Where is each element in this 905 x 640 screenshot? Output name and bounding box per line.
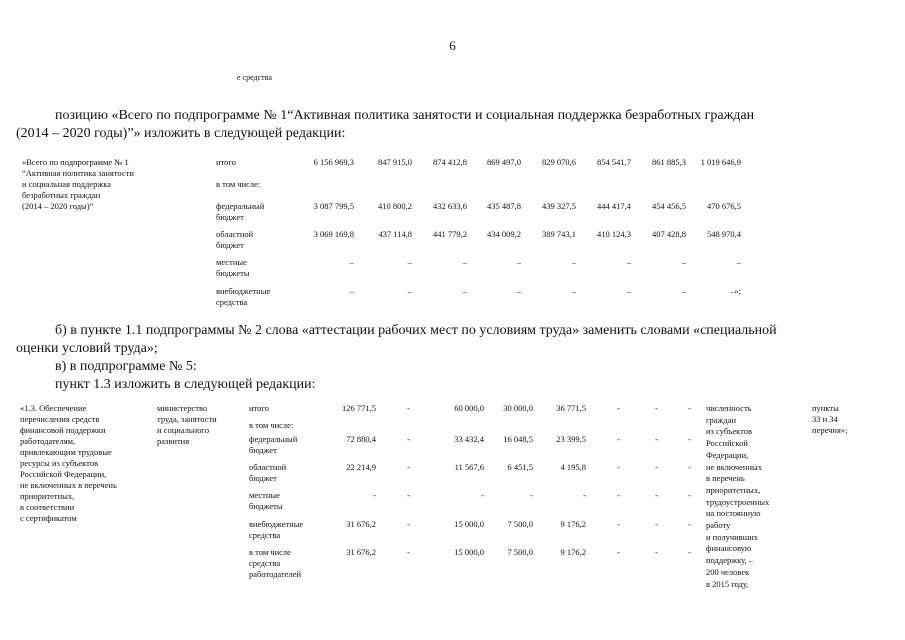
indicator-line: не включенных (706, 461, 762, 472)
label-line: средства (216, 297, 248, 307)
table-2-value-cell: 6 451,5 (507, 462, 533, 472)
table-1-value-cell: 439 327,5 (542, 201, 576, 211)
table-1-row-label (216, 157, 236, 168)
table-1-value-cell: 829 070,6 (542, 157, 576, 167)
table-2-value-cell: - (688, 462, 691, 472)
table-1-value-cell: – (681, 257, 686, 267)
indicator-line: из субъектов (706, 426, 752, 437)
table-2-value-cell: - (655, 434, 658, 444)
table-2-value-cell: - (617, 462, 620, 472)
label-line: работодателей (249, 569, 302, 579)
target-indicator (706, 403, 769, 590)
table-2-value-cell: - (688, 403, 691, 413)
paragraph-4: пункт 1.3 изложить в следующей редакции: (55, 377, 316, 392)
table-1-value-cell: – (571, 286, 576, 296)
table-2-value-cell: - (407, 490, 410, 500)
table-1-value-cell: – (407, 257, 412, 267)
table-2-value-cell: - (688, 519, 691, 529)
table-1-value-cell: 3 069 169,8 (313, 229, 354, 239)
indicator-line: работу (706, 520, 731, 531)
table-1-value-cell: 6 156 969,3 (313, 157, 354, 167)
table-2-value-cell: - (688, 434, 691, 444)
table-2-value-cell: 23 399,5 (556, 434, 586, 444)
indicator-line: и получивших (706, 531, 759, 542)
table-1-value-cell: 869 497,0 (487, 157, 521, 167)
table-1-value-cell: – (571, 257, 576, 267)
table-1-value-cell: 3 087 799,5 (313, 201, 354, 211)
table-1-value-cell: 454 456,5 (652, 201, 686, 211)
title-line: “Активная политика занятости (22, 168, 134, 178)
table-2-value-cell: - (655, 547, 658, 557)
table-1-row-label (216, 257, 250, 279)
table-1-row-label (216, 179, 260, 190)
measure-line: привлекающим трудовые (20, 447, 112, 457)
table-1-value-cell: – (626, 286, 631, 296)
indicator-line: численность (706, 403, 752, 413)
table-1-value-cell: 444 417,4 (597, 201, 631, 211)
indicator-line: поддержку, – (706, 555, 754, 566)
title-line: и социальная поддержка (22, 179, 111, 189)
label-line: внебюджетные (216, 286, 271, 296)
table-2-value-cell: - (407, 519, 410, 529)
table-1-value-cell: – (349, 286, 354, 296)
table-1-value-cell: 434 009,2 (487, 229, 521, 239)
table-1-value-cell: – (462, 286, 467, 296)
table-2-value-cell: 22 214,9 (346, 462, 376, 472)
table-1-value-cell: – (626, 257, 631, 267)
table-2-value-cell: - (407, 547, 410, 557)
table-2-value-cell: 36 771,5 (556, 403, 586, 413)
table-2-value-cell: - (617, 434, 620, 444)
table-1-value-cell: 407 428,8 (652, 229, 686, 239)
measure-line: приоритетных, (20, 491, 75, 501)
table-2-value-cell: 9 176,2 (560, 519, 586, 529)
table-1-value-cell: 861 885,3 (652, 157, 686, 167)
table-1-value-cell: 410 124,3 (597, 229, 631, 239)
table-2-value-cell: 30 000,0 (503, 403, 533, 413)
label-line: бюджеты (216, 268, 250, 278)
reference-line: перечня»; (812, 425, 848, 435)
paragraph-1-line-2: (2014 – 2020 годы)”» изложить в следующей редакции: (16, 126, 346, 141)
paragraph-1-line-1: позицию «Всего по подпрограмме № 1“Активная политика занятости и социальная поддержка безработных граждан (55, 108, 755, 123)
table-1-value-cell: 441 779,2 (433, 229, 467, 239)
table-1-value-cell: – (681, 286, 686, 296)
table-2-row-label (249, 403, 269, 414)
indicator-line: в перечень (706, 473, 745, 484)
table-2-value-cell: - (373, 490, 376, 500)
table-2-value-cell: 7 500,0 (507, 519, 533, 529)
title-line: «Всего по подпрограмме № 1 (22, 157, 129, 167)
measure-line: работодателям, (20, 436, 76, 446)
table-2-value-cell: - (655, 519, 658, 529)
table-1-value-cell: 1 019 646,9 (700, 157, 741, 167)
indicator-line: финансовую (706, 543, 752, 554)
table-1-row-label (216, 229, 253, 251)
table-2-value-cell: 4 195,8 (560, 462, 586, 472)
label-line: в том числе: (216, 179, 261, 189)
table-1-row-label (216, 286, 270, 308)
table-2-value-cell: 11 567,6 (454, 462, 484, 472)
label-line: в том числе (249, 547, 291, 557)
measure-line: Российской Федерации, (20, 469, 107, 479)
indicator-line: в 2015 году, (706, 578, 749, 589)
table-1-value-cell: 410 800,2 (378, 201, 412, 211)
table-1-value-cell: 435 487,8 (487, 201, 521, 211)
indicator-line: граждан (706, 414, 737, 425)
label-line: бюджеты (249, 501, 283, 511)
responsible-executor (157, 403, 217, 447)
table-1-value-cell: – (349, 257, 354, 267)
executor-line: и социального (157, 425, 210, 435)
table-2-value-cell: - (583, 490, 586, 500)
table-2-value-cell: 31 676,2 (346, 519, 376, 529)
table-2-value-cell: 72 880,4 (346, 434, 376, 444)
label-line: бюджет (216, 212, 244, 222)
table-2-row-label (249, 547, 301, 580)
indicator-line: Российской (706, 438, 748, 449)
table-2-value-cell: 126 771,5 (342, 403, 376, 413)
table-1-value-cell: – (462, 257, 467, 267)
measure-line: с сертификатом (20, 513, 77, 523)
paragraph-3: в) в подпрограмме № 5: (55, 359, 197, 374)
indicator-line: трудоустроенных (706, 496, 770, 507)
table-2-value-cell: - (481, 490, 484, 500)
paragraph-2-line-2: оценки условий труда»; (16, 341, 158, 356)
measure-line: финансовой поддержки (20, 425, 106, 435)
title-line: безработных граждан (22, 190, 101, 200)
table-2-value-cell: - (655, 462, 658, 472)
table-2-value-cell: - (655, 490, 658, 500)
table-1-value-cell: – (516, 257, 521, 267)
indicator-line: на постоянную (706, 508, 761, 519)
measure-line: перечисления средств (20, 414, 100, 424)
table-2-value-cell: 33 432,4 (454, 434, 484, 444)
table-1-value-cell: 470 676,5 (707, 201, 741, 211)
measure-line: «1.3. Обеспечение (20, 403, 87, 413)
table-1-value-cell: 389 743,1 (542, 229, 576, 239)
executor-line: развития (157, 436, 190, 446)
table-2-row-label (249, 462, 286, 484)
table-1-title (22, 157, 134, 212)
table-2-value-cell: 16 048,5 (503, 434, 533, 444)
label-line: местные (249, 490, 280, 500)
table-2-value-cell: 15 000,0 (454, 547, 484, 557)
table-2-value-cell: - (617, 490, 620, 500)
reference-line: 33 и 34 (812, 414, 838, 424)
title-line: (2014 – 2020 годы)” (22, 201, 94, 211)
label-line: итого (249, 403, 269, 413)
table-2-value-cell: - (617, 519, 620, 529)
label-line: бюджет (249, 473, 277, 483)
table-1-value-cell: 437 114,8 (378, 229, 412, 239)
table-1-row-label (216, 201, 264, 223)
label-line: бюджет (216, 240, 244, 250)
executor-line: труда, занятости (157, 414, 217, 424)
table-1-value-cell: –»; (730, 286, 741, 296)
table-2-value-cell: - (688, 547, 691, 557)
label-line: средства (249, 530, 281, 540)
executor-line: министерство (157, 403, 208, 413)
label-line: областной (216, 229, 254, 239)
table-2-value-cell: 9 176,2 (560, 547, 586, 557)
measure-line: ресурсы из субъектов (20, 458, 98, 468)
table-2-value-cell: - (407, 434, 410, 444)
text-fragment: е средства (237, 73, 272, 82)
indicator-line: Федерации, (706, 449, 749, 460)
table-2-value-cell: 15 000,0 (454, 519, 484, 529)
label-line: средства (249, 558, 281, 568)
table-2-row-label (249, 434, 297, 456)
page-number: 6 (449, 38, 456, 53)
label-line: в том числе: (249, 420, 294, 430)
label-line: областной (249, 462, 287, 472)
label-line: федеральный (216, 201, 265, 211)
table-1-value-cell: – (407, 286, 412, 296)
paragraph-2-line-1: б) в пункте 1.1 подпрограммы № 2 слова «аттестации рабочих мест по условиям труда» заменить словами «специальной (55, 323, 777, 338)
table-1-value-cell: 847 915,0 (378, 157, 412, 167)
label-line: местные (216, 257, 247, 267)
table-1-value-cell: – (736, 257, 741, 267)
label-line: внебюджетные (249, 519, 304, 529)
table-2-row-label (249, 490, 283, 512)
table-2-value-cell: - (407, 462, 410, 472)
table-2-value-cell: - (655, 403, 658, 413)
table-2-row-label (249, 519, 303, 541)
label-line: федеральный (249, 434, 298, 444)
table-2-value-cell: 31 676,2 (346, 547, 376, 557)
table-2-value-cell: - (617, 547, 620, 557)
table-2-value-cell: 60 000,0 (454, 403, 484, 413)
table-2-value-cell: - (688, 490, 691, 500)
table-1-value-cell: 548 970,4 (707, 229, 741, 239)
table-2-value-cell: - (530, 490, 533, 500)
table-2-value-cell: 7 500,0 (507, 547, 533, 557)
table-2-value-cell: - (617, 403, 620, 413)
table-2-value-cell: - (407, 403, 410, 413)
indicator-line: 200 человек (706, 566, 750, 577)
table-1-value-cell: 854 541,7 (597, 157, 631, 167)
table-1-value-cell: – (516, 286, 521, 296)
table-2-row-label (249, 420, 293, 431)
reference-line: пункты (812, 403, 839, 413)
measure-line: в соответствии (20, 502, 75, 512)
table-1-value-cell: 874 412,8 (433, 157, 467, 167)
table-1-value-cell: 432 633,6 (433, 201, 467, 211)
reference-to-list (812, 403, 847, 436)
label-line: итого (216, 157, 236, 167)
indicator-line: приоритетных, (706, 484, 761, 495)
measure-line: не включенных в перечень (20, 480, 117, 490)
measure-description (20, 403, 117, 524)
label-line: бюджет (249, 445, 277, 455)
